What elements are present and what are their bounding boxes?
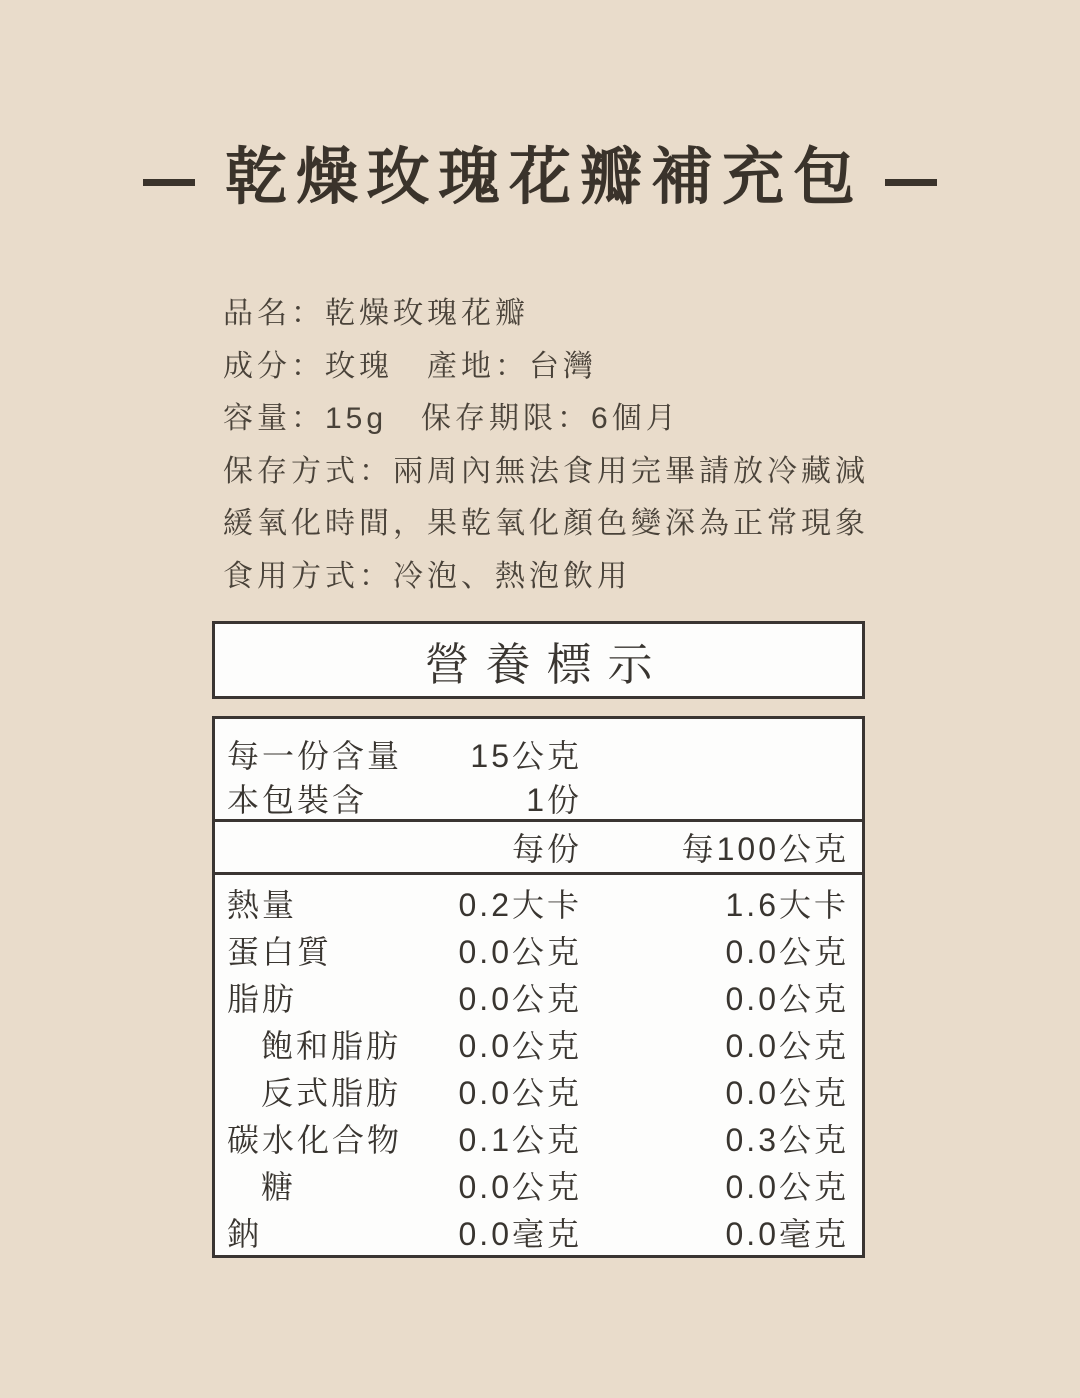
- per-100g-value: 0.0公克: [725, 1168, 849, 1205]
- per-serving-value: 0.0公克: [458, 980, 582, 1017]
- product-name-line: 品名：乾燥玫瑰花瓣: [223, 297, 529, 330]
- per-serving-value: 0.1公克: [458, 1121, 582, 1158]
- per-100g-value: 0.0公克: [725, 1074, 849, 1111]
- servings-per-pack-row: [215, 775, 862, 819]
- title-dash-right: [885, 179, 937, 186]
- per-100g-value: 0.0公克: [725, 1027, 849, 1064]
- per-serving-value: 0.0毫克: [458, 1215, 582, 1252]
- nutrient-row-calories: [215, 879, 862, 926]
- nutrient-label: 反式脂肪: [261, 1074, 402, 1111]
- page-title: 乾燥玫瑰花瓣補充包: [224, 144, 864, 212]
- nutrient-label: 碳水化合物: [227, 1121, 403, 1158]
- nutrient-row-sugar: [215, 1161, 862, 1208]
- per-serving-value: 0.2大卡: [458, 886, 582, 923]
- nutrient-label: 蛋白質: [227, 933, 333, 970]
- nutrient-row-fat: [215, 973, 862, 1020]
- nutrient-row-protein: [215, 926, 862, 973]
- per-serving-header: 每份: [511, 831, 582, 867]
- volume-shelf-life-line: 容量：15g 保存期限：6個月: [223, 402, 680, 435]
- per-100g-value: 0.3公克: [725, 1121, 849, 1158]
- nutrient-row-carbohydrate: [215, 1114, 862, 1161]
- product-info-block: [223, 288, 903, 603]
- page-title-row: [0, 140, 1080, 216]
- nutrient-label: 熱量: [227, 886, 298, 923]
- nutrient-rows-section: [215, 875, 862, 1261]
- per-100g-header: 每100公克: [681, 831, 849, 867]
- nutrition-title: 營養標示: [424, 638, 669, 690]
- nutrient-row-trans-fat: [215, 1067, 862, 1114]
- nutrition-table: [212, 716, 865, 1258]
- serving-size-value: 15公克: [470, 738, 582, 774]
- per-100g-value: 0.0毫克: [725, 1215, 849, 1252]
- nutrient-row-sodium: [215, 1208, 862, 1255]
- storage-method-line-2: 緩氧化時間，果乾氧化顏色變深為正常現象: [223, 507, 869, 540]
- ingredients-origin-line: 成分：玫瑰 產地：台灣: [223, 349, 597, 383]
- storage-method-line-1: 保存方式：兩周內無法食用完畢請放冷藏減: [223, 454, 869, 488]
- nutrient-label: 飽和脂肪: [261, 1027, 402, 1064]
- column-header-row: [215, 822, 862, 872]
- nutrient-label: 鈉: [227, 1215, 263, 1252]
- per-100g-value: 0.0公克: [725, 980, 849, 1017]
- serving-size-label: 每一份含量: [227, 738, 403, 774]
- nutrient-label: 脂肪: [227, 980, 298, 1017]
- nutrient-label: 糖: [261, 1168, 297, 1205]
- nutrient-row-saturated-fat: [215, 1020, 862, 1067]
- servings-per-pack-label: 本包裝含: [227, 782, 368, 818]
- title-dash-left: [143, 179, 195, 186]
- nutrition-title-box: [212, 621, 865, 699]
- per-serving-value: 0.0公克: [458, 933, 582, 970]
- per-serving-value: 0.0公克: [458, 1074, 582, 1111]
- per-serving-value: 0.0公克: [458, 1027, 582, 1064]
- servings-per-pack-value: 1份: [526, 782, 582, 818]
- per-100g-value: 1.6大卡: [725, 886, 849, 923]
- per-serving-value: 0.0公克: [458, 1168, 582, 1205]
- consumption-method-line: 食用方式：冷泡、熱泡飲用: [223, 559, 631, 593]
- per-100g-value: 0.0公克: [725, 933, 849, 970]
- serving-section: [215, 719, 862, 819]
- serving-size-row: [215, 731, 862, 775]
- column-header-section: [215, 822, 862, 872]
